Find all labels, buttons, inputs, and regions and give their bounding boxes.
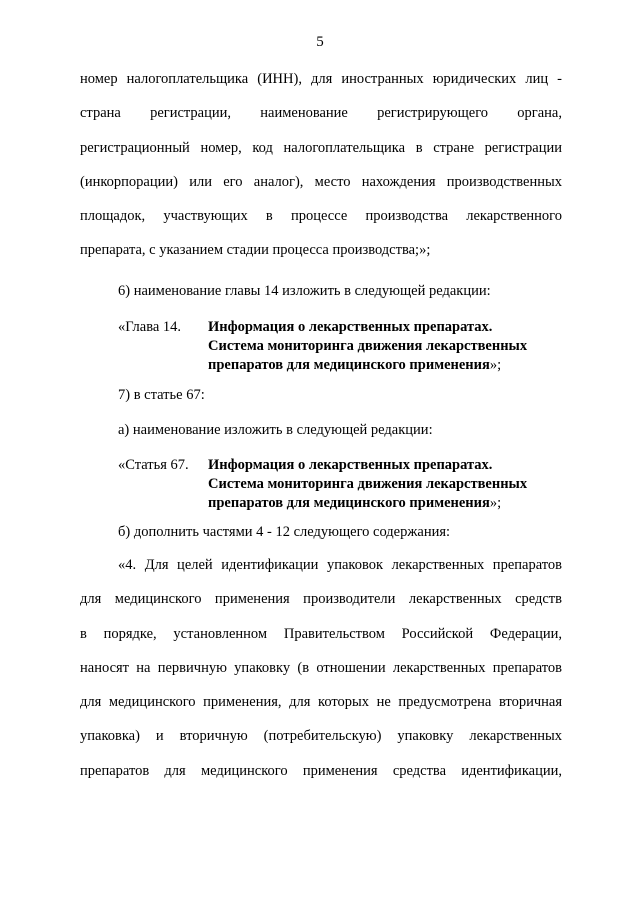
article-title-line: Система мониторинга движения лекарственных [208, 476, 528, 492]
paragraph-line: для медицинского применения производители лекарственных средств [80, 591, 562, 608]
paragraph-line: упаковка) и вторичную (потребительскую) упаковку лекарственных [80, 728, 562, 745]
paragraph-line: (инкорпорации) или его аналог), место нахождения производственных [80, 173, 562, 190]
paragraph-part-4 [80, 548, 562, 788]
paragraph-line: регистрационный номер, код налогоплательщика в стране регистрации [80, 139, 562, 156]
paragraph-line: для медицинского применения, для которых не предусмотрена вторичная [80, 694, 562, 711]
paragraph-line: страна регистрации, наименование регистрирующего органа, [80, 105, 562, 122]
paragraph-line: наносят на первичную упаковку (в отношении лекарственных препаратов [80, 659, 562, 676]
chapter-label: «Глава 14. [118, 319, 182, 335]
item-7a-text: а) наименование изложить в следующей редакции: [118, 422, 433, 438]
paragraph-line: препарата, с указанием стадии процесса производства;»; [80, 242, 431, 259]
paragraph-line: препаратов для медицинского применения средства идентификации, [80, 762, 562, 779]
paragraph-line: номер налогоплательщика (ИНН), для иностранных юридических лиц - [80, 71, 562, 87]
chapter-title-line: Информация о лекарственных препаратах. [208, 319, 493, 335]
chapter-title [208, 318, 568, 375]
chapter-title-tail: »; [489, 357, 502, 373]
article-title-line: препаратов для медицинского применения [208, 495, 490, 511]
article-title-line-last [208, 494, 568, 513]
chapter-title-line: препаратов для медицинского применения [208, 357, 490, 373]
paragraph-line: в порядке, установленном Правительством Российской Федерации, [80, 625, 562, 642]
chapter-title-line-last [208, 356, 568, 375]
page-number: 5 [316, 34, 324, 50]
item-6-text: 6) наименование главы 14 изложить в следующей редакции: [118, 283, 491, 299]
article-title [208, 456, 568, 513]
article-title-line: Информация о лекарственных препаратах. [208, 457, 493, 473]
paragraph-line: «4. Для целей идентификации упаковок лекарственных препаратов [118, 557, 562, 573]
article-title-tail: »; [489, 495, 502, 511]
paragraph-continuation [80, 62, 562, 268]
item-7b-text: б) дополнить частями 4 - 12 следующего содержания: [118, 524, 451, 540]
paragraph-line: площадок, участвующих в процессе производства лекарственного [80, 208, 562, 225]
chapter-title-line: Система мониторинга движения лекарственных [208, 338, 528, 354]
item-7-text: 7) в статье 67: [118, 387, 205, 403]
article-label: «Статья 67. [118, 457, 189, 473]
